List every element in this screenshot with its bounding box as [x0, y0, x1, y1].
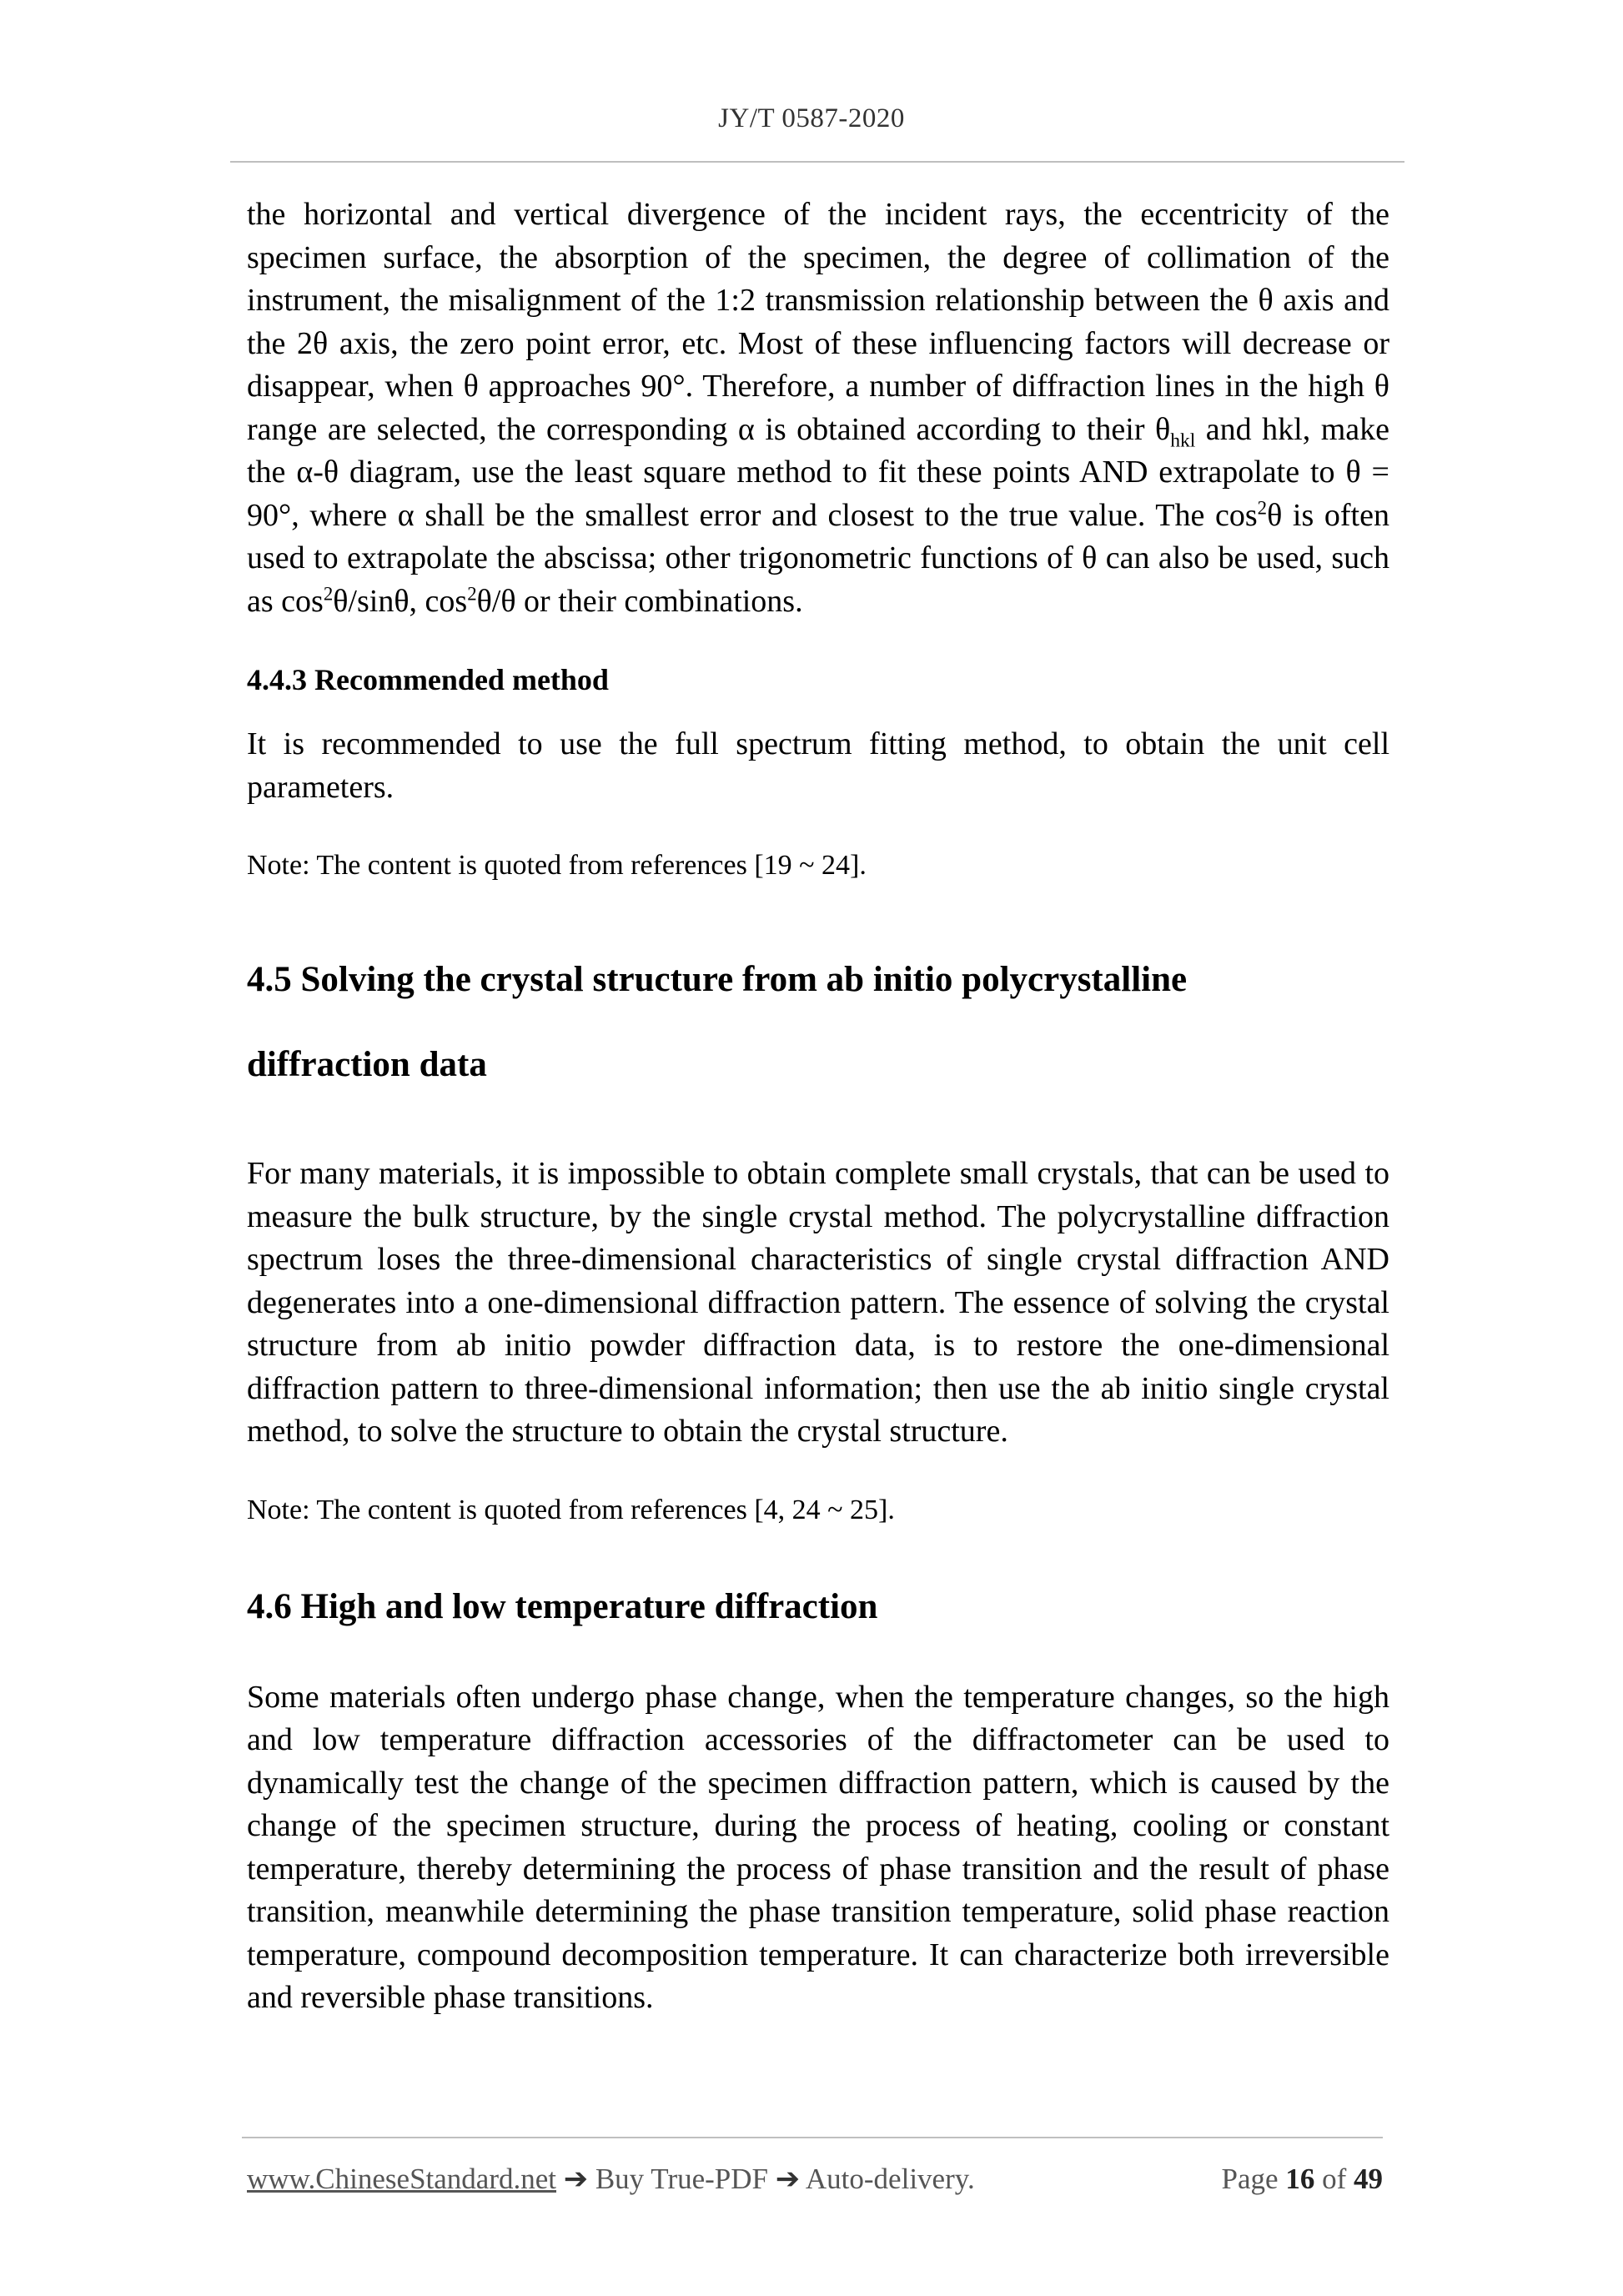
buy-text: Buy True-PDF — [595, 2163, 768, 2195]
body-paragraph-error-factors — [247, 193, 1389, 623]
page-footer — [247, 2163, 1383, 2196]
section-heading-4-6: 4.6 High and low temperature diffraction — [247, 1586, 878, 1626]
page-current: 16 — [1285, 2163, 1315, 2195]
superscript: 2 — [467, 582, 477, 604]
superscript: 2 — [1257, 496, 1268, 518]
footer-divider — [242, 2137, 1383, 2138]
arrow-right-icon: ➔ — [775, 2163, 801, 2195]
paragraph-text: θ/θ or their combinations. — [476, 583, 803, 619]
paragraph-text: and hkl, make the α-θ diagram, use the least square method to fit these points AND extrapolate to θ = 90°, where α shall be the smallest error and closest to the true value. The cos — [247, 411, 1389, 533]
section-title-line-1: 4.5 Solving the crystal structure from ab initio polycrystalline — [247, 960, 1188, 999]
page-number — [1222, 2163, 1383, 2196]
page-total: 49 — [1354, 2163, 1383, 2195]
reference-note: Note: The content is quoted from references [4, 24 ~ 25]. — [247, 1494, 895, 1525]
paragraph-text: θ is often used to extrapolate the abscissa; other trigonometric functions of θ can also be used, such as cos — [247, 497, 1389, 619]
arrow-right-icon: ➔ — [563, 2163, 589, 2195]
page-of: of — [1322, 2163, 1347, 2195]
superscript: 2 — [323, 582, 334, 604]
running-header: JY/T 0587-2020 — [718, 103, 905, 133]
body-paragraph-recommended-method: It is recommended to use the full spectrum fitting method, to obtain the unit cell parameters. — [247, 726, 1389, 805]
footer-promo — [247, 2163, 975, 2196]
reference-note: Note: The content is quoted from references [19 ~ 24]. — [247, 850, 867, 881]
body-paragraph-ab-initio: For many materials, it is impossible to obtain complete small crystals, that can be used to measure the bulk structure, by the single crystal method. The polycrystalline diffraction spectrum loses the three-dimensional characteristics of single crystal diffraction AND degenerates into a one-dimensional diffraction pattern. The essence of solving the crystal structure from ab initio powder diffraction data, is to restore the one-dimensional diffraction pattern to three-dimensional information; then use the ab initio single crystal method, to solve the structure to obtain the crystal structure. — [247, 1156, 1389, 1449]
site-link[interactable]: www.ChineseStandard.net — [247, 2163, 556, 2195]
page-content — [247, 193, 1389, 2020]
header-divider — [230, 161, 1404, 163]
subscript-hkl: hkl — [1170, 430, 1196, 452]
body-paragraph-temperature-diffraction: Some materials often undergo phase change, when the temperature changes, so the high and low temperature diffraction accessories of the diffractometer can be used to dynamically test the change of the specimen diffraction pattern, which is caused by the change of the specimen structure, during the process of heating, cooling or constant temperature, thereby determining the process of phase transition and the result of phase transition, meanwhile determining the phase transition temperature, solid phase reaction temperature, compound decomposition temperature. It can characterize both irreversible and reversible phase transitions. — [247, 1679, 1389, 2015]
section-heading-4-5 — [247, 937, 1389, 1108]
section-title-line-2: diffraction data — [247, 1045, 487, 1084]
delivery-text: Auto-delivery. — [805, 2163, 975, 2195]
paragraph-text: the horizontal and vertical divergence of the incident rays, the eccentricity of the specimen surface, the absorption of the specimen, the degree of collimation of the instrument, the misalignment of the 1:2 transmission relationship between the θ axis and the 2θ axis, the zero point error, etc. Most of these influencing factors will decrease or disappear, when θ approaches 90°. Therefore, a number of diffraction lines in the high θ range are selected, the corresponding α is obtained according to their θ — [247, 197, 1389, 447]
subsection-heading-4-4-3: 4.4.3 Recommended method — [247, 663, 609, 696]
paragraph-text: θ/sinθ, cos — [333, 583, 468, 619]
page-label: Page — [1221, 2163, 1279, 2195]
